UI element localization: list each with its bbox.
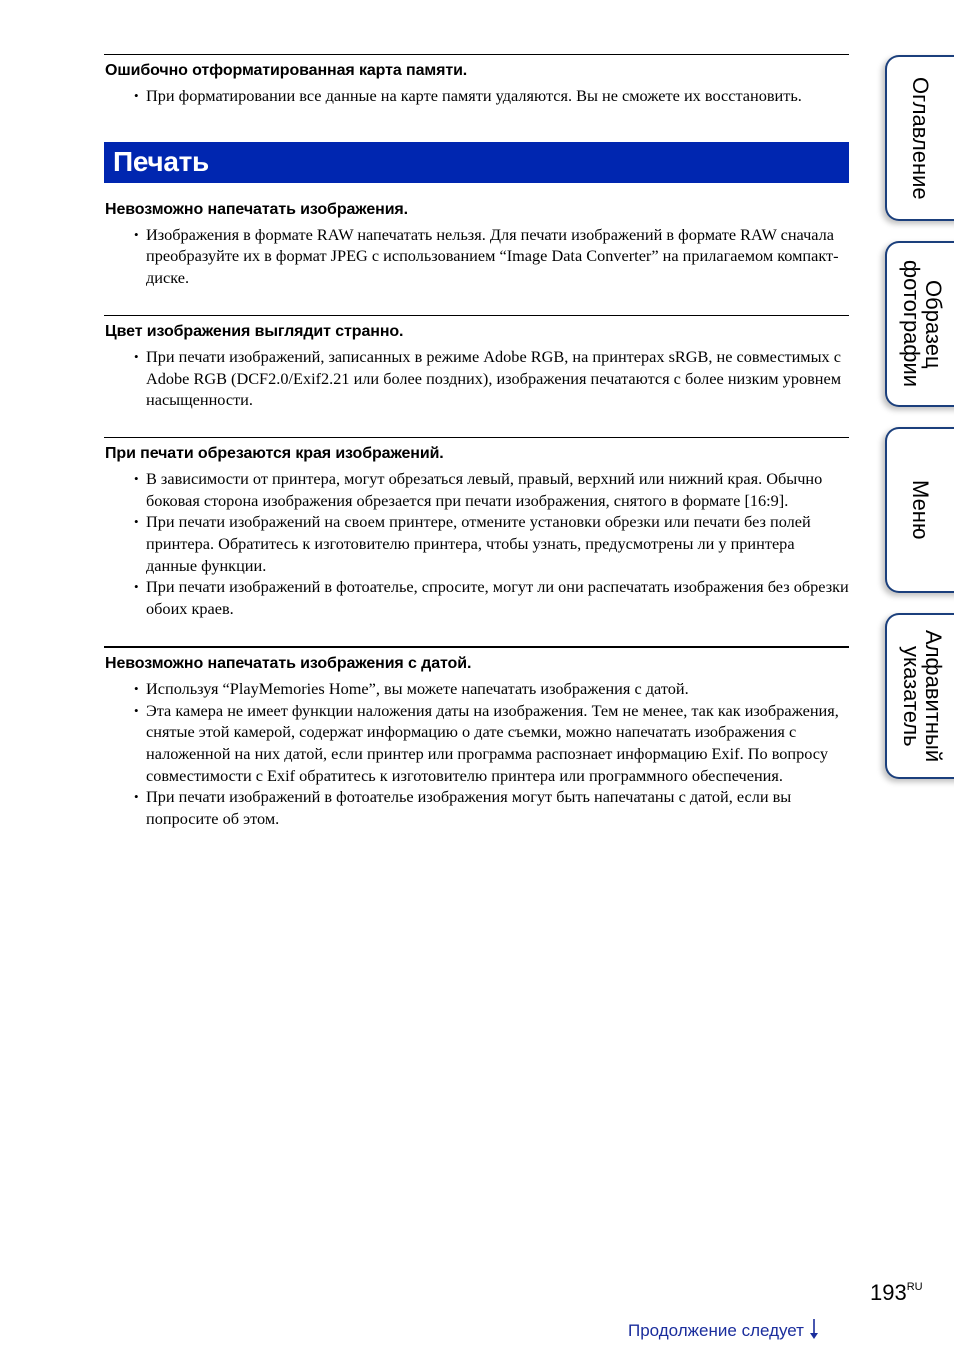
tab-sample-photos[interactable]	[885, 241, 954, 407]
bullet-item: • В зависимости от принтера, могут обрезаться левый, правый, верхний или нижний края. Обычно боковая сторона изображения обрезается при печати изображения, снятого в формате [16:9].	[134, 468, 849, 511]
section-title: Невозможно напечатать изображения.	[105, 200, 409, 218]
bullet-item: • При печати изображений в фотоателье, спросите, могут ли они распечатать изображения без обрезки обоих краев.	[134, 576, 849, 619]
bullet-list	[104, 85, 849, 107]
section-title: Невозможно напечатать изображения с датой.	[105, 654, 472, 672]
tab-menu[interactable]	[885, 427, 954, 593]
tab-index[interactable]	[885, 613, 954, 779]
section-banner	[104, 142, 849, 183]
page-content	[104, 54, 849, 830]
banner-title: Печать	[113, 146, 209, 178]
section-title: Цвет изображения выглядит странно.	[105, 322, 404, 340]
tab-label: Образец фотографии	[899, 260, 946, 388]
continue-link[interactable]	[628, 1318, 819, 1343]
bullet-item: • Эта камера не имеет функции наложения даты на изображения. Тем не менее, так как изображения, снятые этой камерой, содержат информацию о дате съемки, можно напечатать изображения с наложенной на них датой, если принтер или программа распознает информацию Exif. По вопросу совместимости с Exif обратитесь к изготовителю принтера или программного обеспечения.	[134, 700, 849, 787]
page-number	[870, 1280, 923, 1306]
arrow-down-icon	[809, 1318, 819, 1343]
divider	[104, 646, 849, 648]
bullet-item: • При печати изображений на своем принтере, отмените установки обрезки или печати без полей принтера. Обратитесь к изготовителю принтера, чтобы узнать, предусмотрены ли у принтера данные функции.	[134, 511, 849, 576]
bullet-item: • Изображения в формате RAW напечатать нельзя. Для печати изображений в формате RAW сначала преобразуйте их в формат JPEG с использованием “Image Data Converter” на прилагаемом компакт-диске.	[134, 224, 849, 289]
divider	[104, 437, 849, 438]
page-number-suffix: RU	[906, 1281, 923, 1293]
tab-label: Меню	[908, 480, 933, 540]
bullet-item: • При печати изображений в фотоателье изображения могут быть напечатаны с датой, если вы попросите об этом.	[134, 786, 849, 829]
sidebar-nav	[876, 40, 954, 800]
bullet-list	[104, 678, 849, 830]
tab-table-of-contents[interactable]	[885, 55, 954, 221]
bullet-item: • Используя “PlayMemories Home”, вы можете напечатать изображения с датой.	[134, 678, 849, 700]
bullet-list	[104, 468, 849, 620]
tab-label: Оглавление	[908, 76, 933, 200]
bullet-list	[104, 224, 849, 289]
section-title: Ошибочно отформатированная карта памяти.	[105, 62, 468, 79]
divider	[104, 315, 849, 316]
bullet-item: • При форматировании все данные на карте памяти удаляются. Вы не сможете их восстановить.	[134, 85, 849, 107]
divider	[104, 54, 849, 55]
tab-label: Алфавитный указатель	[899, 629, 946, 763]
bullet-list	[104, 346, 849, 411]
continue-label: Продолжение следует	[628, 1320, 804, 1340]
page-number-value: 193	[870, 1280, 907, 1305]
section-title: При печати обрезаются края изображений.	[105, 444, 444, 462]
bullet-item: • При печати изображений, записанных в режиме Adobe RGB, на принтерах sRGB, не совместимых с Adobe RGB (DCF2.0/Exif2.21 или более поздних), изображения печатаются с более низким уровнем насыщенности.	[134, 346, 849, 411]
